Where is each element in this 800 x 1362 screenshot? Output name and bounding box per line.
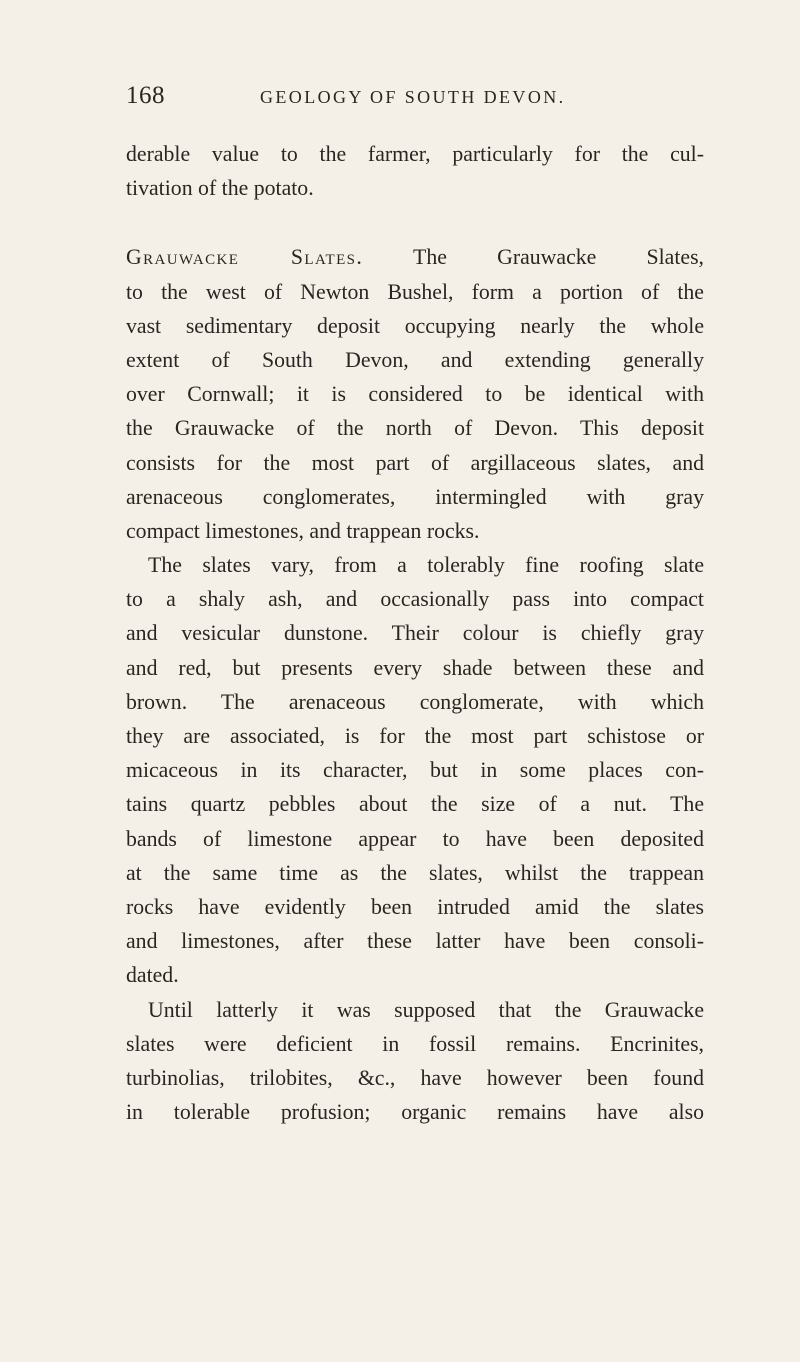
text-line <box>126 240 704 274</box>
text-line: derable value to the farmer, particularly for the cul- <box>126 142 704 166</box>
text-line: compact limestones, and trappean rocks. <box>126 518 480 543</box>
text-line: dated. <box>126 963 179 988</box>
text-fragment: The Grauwacke Slates, <box>413 245 704 270</box>
text-line: micaceous in its character, but in some places con- <box>126 758 704 783</box>
text-line: extent of South Devon, and extending generally <box>126 347 704 372</box>
text-line: at the same time as the slates, whilst the trappean <box>126 860 704 885</box>
running-head: GEOLOGY OF SOUTH DEVON. <box>260 87 566 107</box>
text-line: consists for the most part of argillaceous slates, and <box>126 450 704 475</box>
page-body <box>126 137 704 1129</box>
text-line: Until latterly it was supposed that the Grauwacke <box>148 997 704 1022</box>
text-line: bands of limestone appear to have been deposited <box>126 826 704 851</box>
text-line: and limestones, after these latter have been consoli- <box>126 929 704 954</box>
page-header <box>126 82 686 122</box>
section-heading: Grauwacke Slates. <box>126 245 364 270</box>
text-line: they are associated, is for the most part schistose or <box>126 724 704 748</box>
text-line: tivation of the potato. <box>126 176 314 201</box>
text-line: the Grauwacke of the north of Devon. This deposit <box>126 416 704 441</box>
text-line: in tolerable profusion; organic remains have also <box>126 1100 704 1125</box>
text-line: tains quartz pebbles about the size of a nut. The <box>126 792 704 817</box>
text-line: and red, but presents every shade between these and <box>126 655 704 680</box>
text-line: to the west of Newton Bushel, form a portion of the <box>126 279 704 304</box>
page-number: 168 <box>126 82 165 109</box>
text-line: vast sedimentary deposit occupying nearly the whole <box>126 313 704 338</box>
text-line: and vesicular dunstone. Their colour is chiefly gray <box>126 621 704 646</box>
text-line: The slates vary, from a tolerably fine roofing slate <box>148 553 704 578</box>
text-line: slates were deficient in fossil remains. Encrinites, <box>126 1031 704 1056</box>
text-line: turbinolias, trilobites, &c., have however been found <box>126 1065 704 1090</box>
text-line: over Cornwall; it is considered to be identical with <box>126 382 704 407</box>
paragraph-gap <box>126 205 704 240</box>
text-line: rocks have evidently been intruded amid the slates <box>126 894 704 919</box>
text-line: brown. The arenaceous conglomerate, with which <box>126 689 704 714</box>
text-line: to a shaly ash, and occasionally pass into compact <box>126 587 704 612</box>
text-line: arenaceous conglomerates, intermingled with gray <box>126 484 704 509</box>
